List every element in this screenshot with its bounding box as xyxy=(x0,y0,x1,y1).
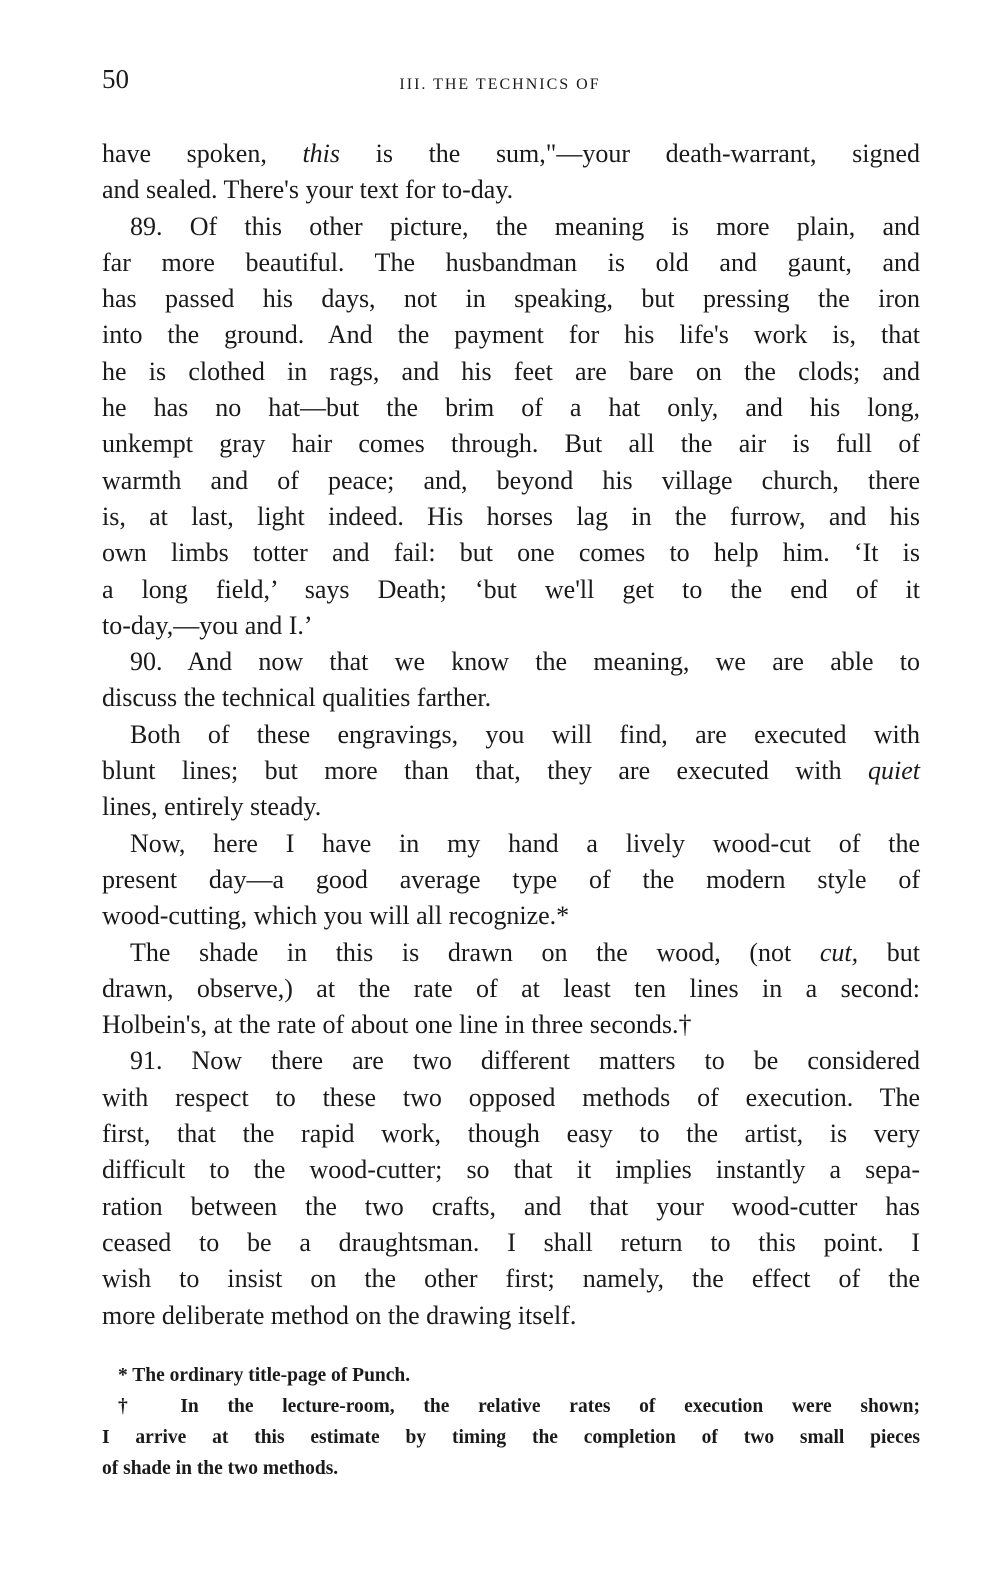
paragraph-start: Both of these engravings, you will find, are executed with xyxy=(130,719,920,749)
footnotes xyxy=(102,1360,920,1484)
paragraph-start: Now, here I have in my hand a lively wood-cut of the xyxy=(130,828,920,858)
text-line: to-day,—you and I.’ xyxy=(102,610,313,640)
text-line: ceased to be a draughtsman. I shall return to this point. I xyxy=(102,1227,920,1257)
text-line: unkempt gray hair comes through. But all the air is full of xyxy=(102,429,920,459)
text-line: present day—a good average type of the modern style of xyxy=(102,864,920,894)
text-line: lines, entirely steady. xyxy=(102,792,322,822)
text-line: a long field,’ says Death; ‘but we'll get to the end of it xyxy=(102,574,920,604)
text-line: into the ground. And the payment for his life's work is, that xyxy=(102,320,920,350)
footnote-dagger-continued: of shade in the two methods. xyxy=(102,1458,339,1479)
running-title: III. THE TECHNICS OF xyxy=(399,76,601,93)
paragraph-start: The shade in this is drawn on the wood, (not cut, but xyxy=(130,937,920,967)
text-line: he is clothed in rags, and his feet are bare on the clods; and xyxy=(102,356,920,386)
footnote-dagger: † In the lecture-room, the relative rates of execution were shown; xyxy=(118,1396,920,1417)
text-line: more deliberate method on the drawing itself. xyxy=(102,1300,577,1330)
text-line: have spoken, this is the sum,"—your death-warrant, signed xyxy=(102,139,920,168)
text-line: difficult to the wood-cutter; so that it implies instantly a sepa- xyxy=(102,1155,920,1185)
text-line: and sealed. There's your text for to-day. xyxy=(102,175,514,205)
text-line: far more beautiful. The husbandman is old and gaunt, and xyxy=(102,247,920,277)
body-text xyxy=(102,136,920,1334)
text-line: warmth and of peace; and, beyond his village church, there xyxy=(102,465,920,495)
paragraph-90-start: 90. And now that we know the meaning, we are able to xyxy=(130,647,920,677)
text-line: ration between the two crafts, and that your wood-cutter has xyxy=(102,1191,920,1221)
text-line: with respect to these two opposed methods of execution. The xyxy=(102,1082,920,1112)
text-line: wood-cutting, which you will all recognize.* xyxy=(102,901,570,931)
text-line: own limbs totter and fail: but one comes to help him. ‘It is xyxy=(102,538,920,568)
page-number: 50 xyxy=(102,64,129,94)
paragraph-89-start: 89. Of this other picture, the meaning is more plain, and xyxy=(130,211,920,241)
text-line: first, that the rapid work, though easy to the artist, is very xyxy=(102,1119,920,1149)
text-line: he has no hat—but the brim of a hat only, and his long, xyxy=(102,393,920,423)
text-line: blunt lines; but more than that, they are executed with quiet xyxy=(102,756,920,786)
text-line: Holbein's, at the rate of about one line in three seconds.† xyxy=(102,1010,692,1040)
paragraph-91-start: 91. Now there are two different matters to be considered xyxy=(130,1046,920,1076)
text-line: drawn, observe,) at the rate of at least ten lines in a second: xyxy=(102,973,920,1003)
footnote-dagger-continued: I arrive at this estimate by timing the completion of two small pieces xyxy=(102,1427,920,1448)
text-line: has passed his days, not in speaking, but pressing the iron xyxy=(102,284,920,314)
text-line: is, at last, light indeed. His horses lag in the furrow, and his xyxy=(102,501,920,531)
footnote-asterisk: * The ordinary title-page of Punch. xyxy=(118,1365,411,1386)
text-line: discuss the technical qualities farther. xyxy=(102,683,492,713)
text-line: wish to insist on the other first; namely, the effect of the xyxy=(102,1264,920,1294)
